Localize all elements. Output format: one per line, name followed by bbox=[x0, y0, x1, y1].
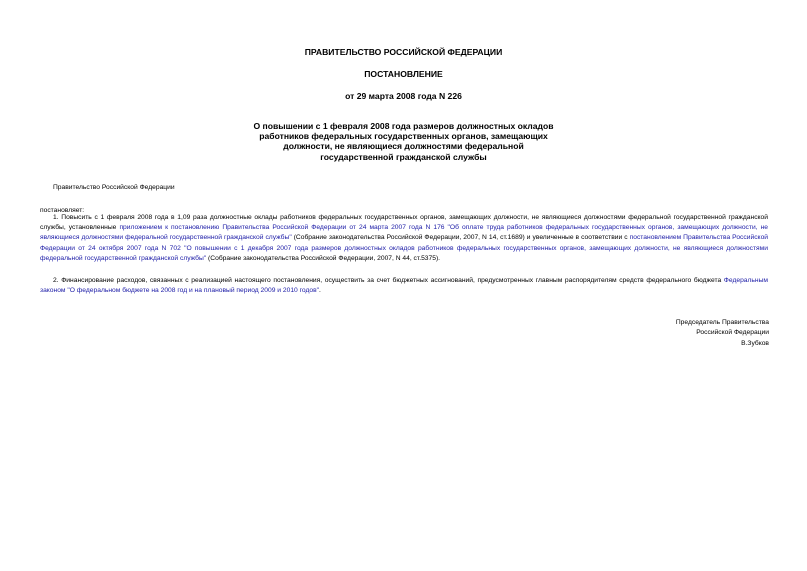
signature-name: В.Зубков bbox=[741, 339, 769, 347]
title-line: О повышении с 1 февраля 2008 года размеров должностных окладов bbox=[253, 121, 554, 131]
title-line: работников федеральных государственных органов, замещающих bbox=[259, 131, 548, 142]
signature-position: Председатель Правительства bbox=[675, 319, 769, 326]
title-line: государственной гражданской службы bbox=[320, 151, 487, 162]
paragraph-text: (Собрание законодательства Российской Федерации, 2007, N 44, ст.5375). bbox=[206, 254, 441, 262]
resolves-line: постановляет: bbox=[40, 207, 85, 214]
link-federal-budget-law[interactable]: Федеральным законом "О федеральном бюджете на 2008 год и на плановый период 2009 и 2010 годов" bbox=[40, 277, 768, 295]
link-appendix-decree-176[interactable]: приложением к постановлению Правительства Российской Федерации от 24 марта 2007 года N 176 "Об оплате труда работников федеральных государственных органов, замещающих должности, не являющиеся должностями федеральной государственной гражданской службы" bbox=[40, 224, 768, 242]
document-type-heading: ПОСТАНОВЛЕНИЕ bbox=[364, 69, 443, 79]
signature-block bbox=[676, 318, 769, 349]
paragraph-text: (Собрание законодательства Российской Федерации, 2007, N 14, ст.1689) и увеличенные в соответствии с bbox=[291, 234, 630, 242]
government-preamble: Правительство Российской Федерации bbox=[53, 184, 175, 191]
link-decree-702[interactable]: постановлением Правительства Российской Федерации от 24 октября 2007 года N 702 "О повышении с 1 декабря 2007 года размеров должностных окладов работников федеральных государственных органов, замещающих должности, не являющиеся должностями федеральной государственной гражданской службы" bbox=[40, 234, 769, 262]
paragraph-text: . bbox=[319, 287, 321, 295]
document-title bbox=[240, 121, 567, 162]
title-line: должности, не являющиеся должностями федеральной bbox=[283, 141, 524, 152]
paragraph-text: 2. Финансирование расходов, связанных с реализацией настоящего постановления, осуществить за счет бюджетных ассигнований, предусмотренных главным распорядителям средств федерального бюджета bbox=[53, 277, 724, 284]
date-number-heading: от 29 марта 2008 года N 226 bbox=[345, 91, 462, 101]
paragraph-2 bbox=[40, 276, 768, 296]
paragraph-1 bbox=[40, 213, 768, 264]
signature-position: Российской Федерации bbox=[696, 329, 769, 337]
government-heading: ПРАВИТЕЛЬСТВО РОССИЙСКОЙ ФЕДЕРАЦИИ bbox=[304, 47, 503, 57]
paragraph-text: 1. Повысить с 1 февраля 2008 года в 1,09 раза должностные оклады работников федеральных государственных органов, замещающих должности, не являющиеся должностями федеральной государственной гражданской службы, установленные bbox=[40, 214, 768, 232]
